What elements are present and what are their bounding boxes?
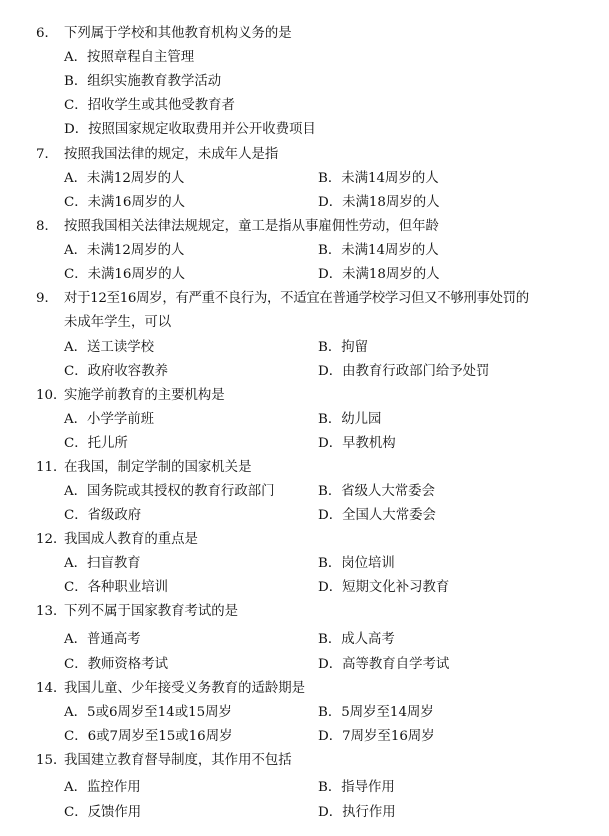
option-b: B．岗位培训 bbox=[318, 556, 395, 571]
option-b: B．组织实施教育教学活动 bbox=[64, 74, 222, 89]
question-stem: 在我国，制定学制的国家机关是 bbox=[64, 460, 252, 475]
option-c: C．招收学生或其他受教育者 bbox=[64, 98, 235, 113]
option-b: B．成人高考 bbox=[318, 632, 395, 647]
option-d: D．早教机构 bbox=[318, 436, 396, 451]
option-b: B．省级人大常委会 bbox=[318, 484, 435, 499]
option-a: A．普通高考 bbox=[64, 632, 141, 647]
question-number: 9． bbox=[36, 291, 58, 306]
question-stem: 对于12至16周岁，有严重不良行为，不适宜在普通学校学习但又不够刑事处罚的 bbox=[64, 291, 529, 306]
option-a: A．未满12周岁的人 bbox=[64, 171, 185, 186]
option-a: A．送工读学校 bbox=[64, 340, 155, 355]
option-c: C．反馈作用 bbox=[64, 805, 142, 820]
question-number: 15． bbox=[36, 753, 67, 768]
question-stem: 实施学前教育的主要机构是 bbox=[64, 388, 225, 403]
option-a: A．未满12周岁的人 bbox=[64, 243, 185, 258]
option-c: C．未满16周岁的人 bbox=[64, 267, 186, 282]
option-d: D．未满18周岁的人 bbox=[318, 267, 440, 282]
option-a: A．小学学前班 bbox=[64, 412, 155, 427]
option-a: A．按照章程自主管理 bbox=[64, 50, 195, 65]
question-number: 10． bbox=[36, 388, 67, 403]
option-c: C．托儿所 bbox=[64, 436, 128, 451]
option-b: B．指导作用 bbox=[318, 780, 395, 795]
option-d: D．执行作用 bbox=[318, 805, 396, 820]
option-b: B．未满14周岁的人 bbox=[318, 243, 439, 258]
option-a: A．5或6周岁至14或15周岁 bbox=[64, 705, 232, 720]
option-d: D．高等教育自学考试 bbox=[318, 657, 450, 672]
question-stem: 按照我国相关法律法规规定，童工是指从事雇佣性劳动，但年龄 bbox=[64, 219, 439, 234]
option-d: D．全国人大常委会 bbox=[318, 508, 436, 523]
question-number: 8． bbox=[36, 219, 58, 234]
question-number: 13． bbox=[36, 604, 67, 619]
question-number: 14． bbox=[36, 681, 67, 696]
option-b: B．幼儿园 bbox=[318, 412, 382, 427]
option-d: D．短期文化补习教育 bbox=[318, 580, 450, 595]
option-b: B．未满14周岁的人 bbox=[318, 171, 439, 186]
option-c: C．省级政府 bbox=[64, 508, 142, 523]
option-b: B．拘留 bbox=[318, 340, 369, 355]
option-a: A．扫盲教育 bbox=[64, 556, 141, 571]
question-number: 11． bbox=[36, 460, 67, 475]
question-stem: 我国成人教育的重点是 bbox=[64, 532, 198, 547]
option-a: A．国务院或其授权的教育行政部门 bbox=[64, 484, 275, 499]
option-c: C．6或7周岁至15或16周岁 bbox=[64, 729, 233, 744]
option-c: C．各种职业培训 bbox=[64, 580, 168, 595]
option-b: B．5周岁至14周岁 bbox=[318, 705, 434, 720]
option-d: D．由教育行政部门给予处罚 bbox=[318, 364, 490, 379]
question-stem: 我国建立教育督导制度，其作用不包括 bbox=[64, 753, 292, 768]
question-stem: 下列不属于国家教育考试的是 bbox=[64, 604, 239, 619]
question-number: 12． bbox=[36, 532, 67, 547]
option-c: C．教师资格考试 bbox=[64, 657, 168, 672]
option-c: C．未满16周岁的人 bbox=[64, 195, 186, 210]
option-c: C．政府收容教养 bbox=[64, 364, 168, 379]
question-number: 7． bbox=[36, 147, 58, 162]
option-d: D．按照国家规定收取费用并公开收费项目 bbox=[64, 122, 316, 137]
option-d: D．未满18周岁的人 bbox=[318, 195, 440, 210]
question-stem: 我国儿童、少年接受义务教育的适龄期是 bbox=[64, 681, 306, 696]
question-stem: 按照我国法律的规定，未成年人是指 bbox=[64, 147, 279, 162]
question-stem: 下列属于学校和其他教育机构义务的是 bbox=[64, 26, 292, 41]
question-number: 6． bbox=[36, 26, 58, 41]
question-stem-continued: 未成年学生，可以 bbox=[64, 315, 172, 330]
option-d: D．7周岁至16周岁 bbox=[318, 729, 435, 744]
option-a: A．监控作用 bbox=[64, 780, 141, 795]
